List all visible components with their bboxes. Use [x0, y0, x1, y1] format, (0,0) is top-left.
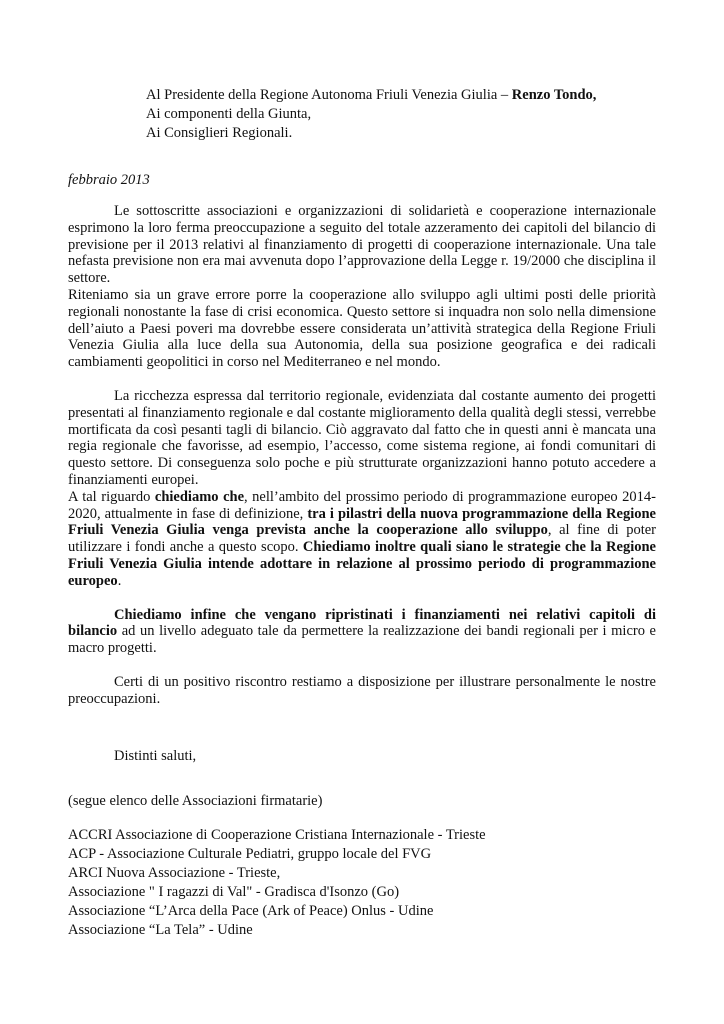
signatory-item: Associazione " I ragazzi di Val" - Gradisca d'Isonzo (Go) [68, 884, 400, 900]
letter-body [68, 203, 656, 764]
addressee-line-giunta: Ai componenti della Giunta, [146, 106, 312, 122]
signatories-heading: (segue elenco delle Associazioni firmatarie) [68, 793, 323, 809]
request-text-3: , al fine di poter utilizzare i fondi anche a questo scopo. [68, 522, 656, 556]
greeting: Distinti saluti, [114, 747, 197, 764]
signatory-item: Associazione “La Tela” - Udine [68, 922, 253, 938]
request-text-1: A tal riguardo [68, 488, 155, 505]
paragraph-concern: Le sottoscritte associazioni e organizzazioni di solidarietà e cooperazione internazionale esprimono la loro ferma preoccupazione a seguito del totale azzeramento dei capitoli del bilancio di previsione per il 2013 relativi al finanziamento di progetti di cooperazione internazionale. Una tale nefasta previsione non era mai avvenuta dopo l’approvazione della Legge r. 19/2000 che disciplina il settore. [68, 203, 656, 287]
paragraph-closing: Certi di un positivo riscontro restiamo a disposizione per illustrare personalmente le nostre preoccupazioni. [68, 673, 656, 707]
signatory-item: ACP - Associazione Culturale Pediatri, gruppo locale del FVG [68, 846, 432, 862]
request-text-4: . [117, 572, 122, 589]
addressee-block [146, 86, 596, 143]
signatory-item: ACCRI Associazione di Cooperazione Cristiana Internazionale - Trieste [68, 827, 486, 843]
signatory-item: Associazione “L’Arca della Pace (Ark of Peace) Onlus - Udine [68, 903, 434, 919]
request-bold-3: Chiediamo inoltre quali siano le strategie che la Regione Friuli Venezia Giulia intende adottare in relazione al prossimo periodo di programmazione europeo [68, 539, 656, 589]
signatory-item: ARCI Nuova Associazione - Trieste, [68, 865, 281, 881]
addressee-president-name: Renzo Tondo, [511, 87, 597, 103]
paragraph-restore-funds [68, 607, 656, 657]
addressee-line-president [146, 86, 596, 105]
request-bold-1: chiediamo che [154, 488, 245, 505]
paragraph-richness: La ricchezza espressa dal territorio regionale, evidenziata dal costante aumento dei progetti presentati al finanziamento regionale e dal costante miglioramento della qualità degli stessi, verrebbe mortificata da così pesanti tagli di bilancio. Ciò aggravato dal fatto che in questi anni è mancata una regia regionale che favorisse, ad esempio, l’accesso, come sistema regione, ai fondi comunitari di questo settore. Di conseguenza solo poche e più strutturate organizzazioni hanno potuto accedere a finanziamenti europei. [68, 387, 656, 488]
restore-text: ad un livello adeguato tale da permettere la realizzazione dei bandi regionali per i micro e macro progetti. [68, 623, 656, 657]
addressee-line-consiglieri: Ai Consiglieri Regionali. [146, 125, 293, 141]
paragraph-request [68, 489, 656, 590]
paragraph-priority: Riteniamo sia un grave errore porre la cooperazione allo sviluppo agli ultimi posti delle priorità regionali nonostante la fase di crisi economica. Questo settore si inquadra non solo nella dimensione dell’aiuto a Paesi poveri ma dovrebbe essere considerata un’attività strategica della Regione Friuli Venezia Giulia alla luce della sua Autonomia, della sua posizione geografica e dei radicali cambiamenti geopolitici in corso nel Mediterraneo e nel mondo. [68, 286, 656, 371]
letter-date: febbraio 2013 [68, 172, 150, 188]
addressee-president-text: Al Presidente della Regione Autonoma Friuli Venezia Giulia – [146, 87, 512, 103]
restore-bold: Chiediamo infine che vengano ripristinati i finanziamenti nei relativi capitoli di bilancio [68, 606, 656, 640]
signatories-list [68, 826, 486, 940]
request-bold-2: tra i pilastri della nuova programmazione della Regione Friuli Venezia Giulia venga prevista anche la cooperazione allo sviluppo [68, 505, 656, 539]
request-text-2: , nell’ambito del prossimo periodo di programmazione europeo 2014-2020, attualmente in fase di definizione, [68, 488, 656, 522]
